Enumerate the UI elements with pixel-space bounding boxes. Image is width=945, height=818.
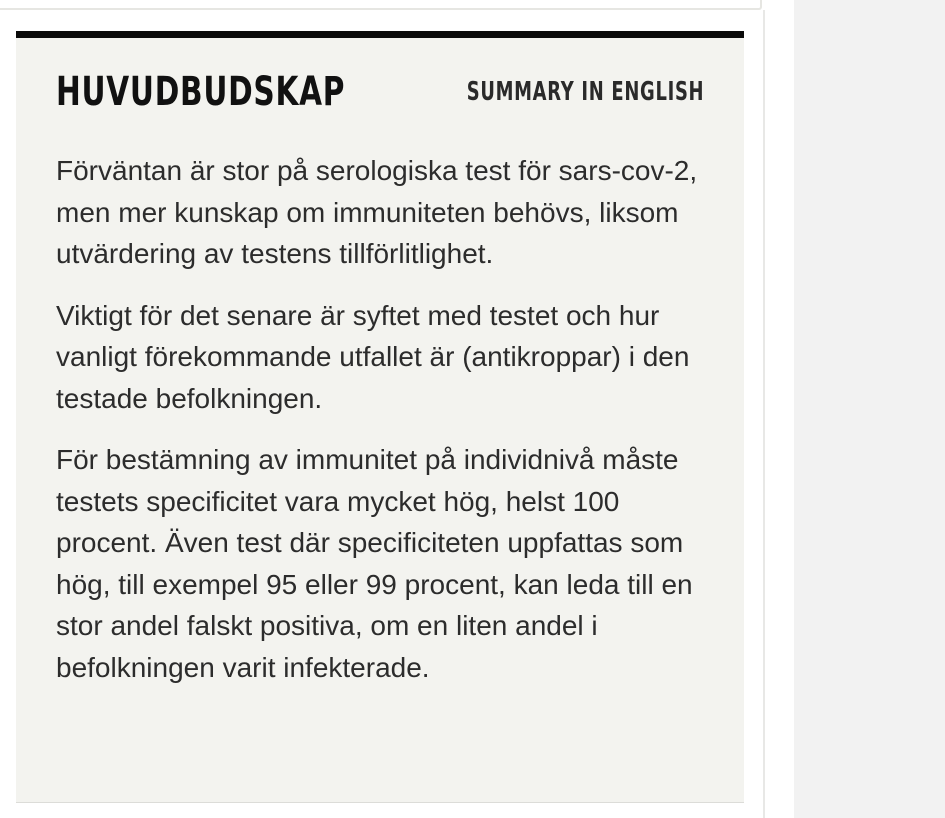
column-divider — [763, 10, 765, 818]
key-messages-body — [56, 150, 706, 708]
key-message-paragraph-2: Viktigt för det senare är syftet med testet och hur vanligt förekommande utfallet är (antikroppar) i den testade befolkningen. — [56, 299, 690, 414]
sidebar-panel — [794, 0, 945, 818]
key-message-paragraph-3: För bestämning av immunitet på individnivå måste testets specificitet vara mycket hög, helst 100 procent. Även test där specificiteten uppfattas som hög, till exempel 95 eller 99 procent, kan leda till en stor andel falskt positiva, om en liten andel i befolkningen varit infekterade. — [56, 444, 693, 683]
key-messages-box — [16, 31, 744, 803]
summary-in-english-link[interactable]: SUMMARY IN ENGLISH — [466, 77, 704, 107]
key-messages-header — [56, 68, 704, 118]
key-messages-title: HUVUDBUDSKAP — [56, 69, 346, 115]
previous-section-edge — [0, 0, 762, 10]
key-message-paragraph-1: Förväntan är stor på serologiska test för sars-cov-2, men mer kunskap om immuniteten behövs, liksom utvärdering av testens tillförlitlighet. — [56, 155, 698, 269]
